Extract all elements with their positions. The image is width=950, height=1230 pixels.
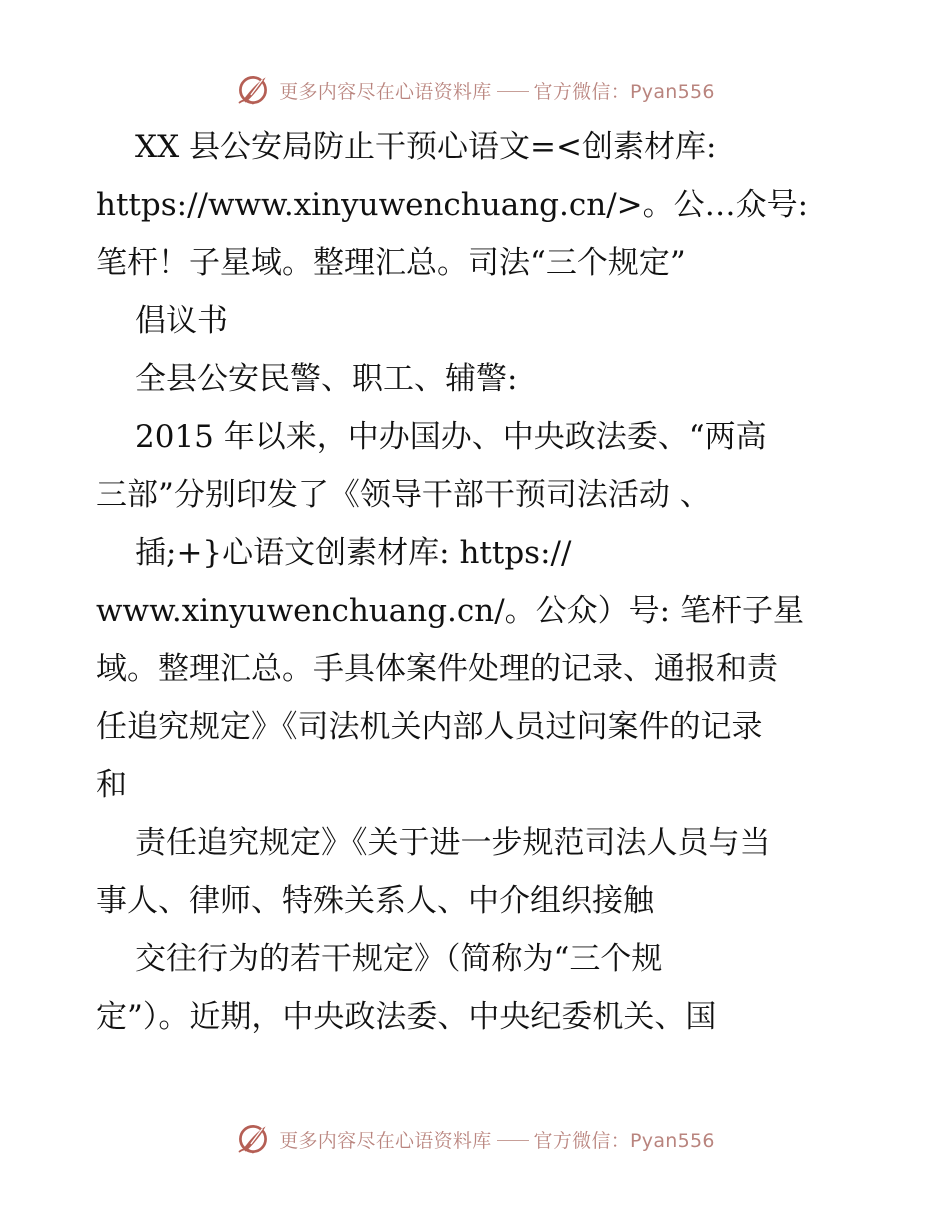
document-line-5: 全县公安民警、职工、辅警: [135,361,518,397]
watermark-contact: 官方微信：Pyan556 [533,1129,715,1152]
document-line-14: 事人、律师、特殊关系人、中介组织接触 [96,883,654,919]
watermark-title: 更多内容尽在心语资料库 [279,80,492,103]
watermark-separator-line [497,91,529,92]
document-body [96,118,856,1046]
document-line-13: 责任追究规定》《关于进一步规范司法人员与当 [135,825,771,861]
footer-watermark [0,1119,950,1159]
document-line-9: www.xinyuwenchuang.cn/。公众）号: 笔杆子星 [96,593,804,629]
watermark-contact: 官方微信：Pyan556 [533,80,715,103]
watermark-label [279,77,715,104]
watermark-title: 更多内容尽在心语资料库 [279,1129,492,1152]
document-line-6: 2015 年以来，中办国办、中央政法委、“两高 [135,419,767,455]
document-line-16: 定”）。近期，中央政法委、中央纪委机关、国 [96,999,717,1035]
document-line-4: 倡议书 [135,303,228,339]
document-line-2: https://www.xinyuwenchuang.cn/>。公…众号: [96,187,809,223]
watermark-separator-line [497,1140,529,1141]
document-line-11: 任追究规定》《司法机关内部人员过问案件的记录 [96,709,763,745]
document-line-15: 交往行为的若干规定》（简称为“三个规 [135,941,663,977]
document-line-8: 插;+}心语文创素材库: https:// [135,535,572,571]
document-line-10: 域。整理汇总。手具体案件处理的记录、通报和责 [96,651,778,687]
pen-logo-icon [235,1121,271,1157]
watermark-label [279,1126,715,1153]
document-line-1: XX 县公安局防止干预心语文=<创素材库: [135,129,717,165]
document-line-7: 三部”分别印发了《领导干部干预司法活动 、 [96,477,711,513]
document-line-3: 笔杆！子星域。整理汇总。司法“三个规定” [96,245,686,281]
document-line-12: 和 [96,767,127,803]
header-watermark [0,70,950,110]
pen-logo-icon [235,72,271,108]
